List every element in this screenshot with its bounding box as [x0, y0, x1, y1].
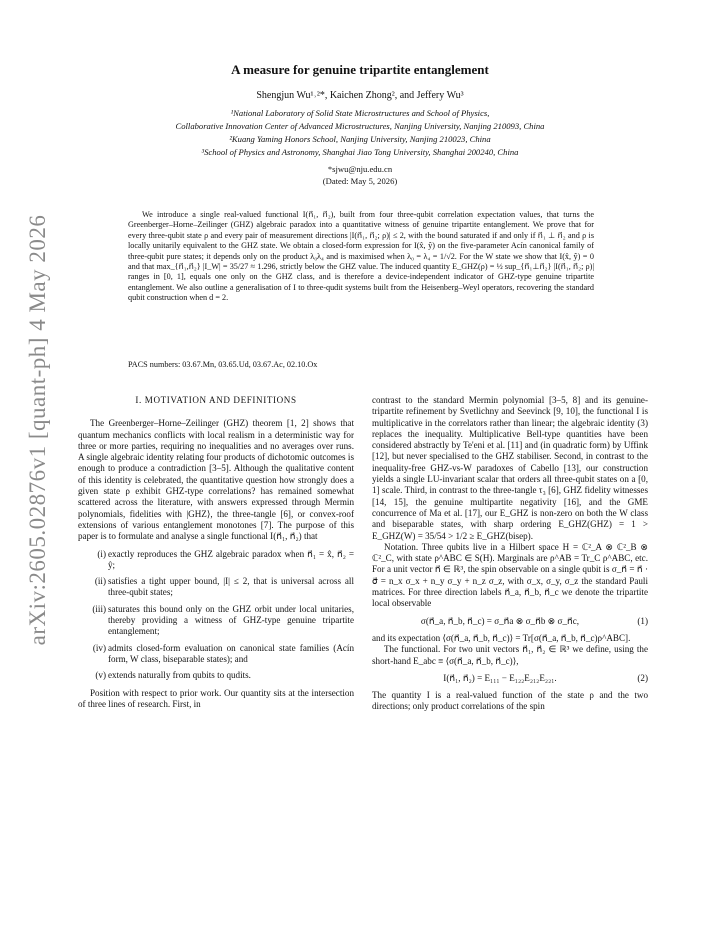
left-column — [78, 395, 354, 710]
quantity-paragraph: The quantity I is a real-valued function of the state ρ and the two directions; only product correlations of the spin — [372, 690, 648, 712]
affiliation-2: ²Kuang Yaming Honors School, Nanjing University, Nanjing 210023, China — [229, 134, 491, 144]
list-item — [78, 670, 354, 681]
list-item — [78, 604, 354, 638]
functional-paragraph: The functional. For two unit vectors n⃗₁, n⃗₂ ∈ ℝ³ we define, using the short-hand E_abc ≡ ⟨σ(n⃗_a, n⃗_b, n⃗_c)⟩, — [372, 644, 648, 666]
author-list: Shengjun Wu¹˒²*, Kaichen Zhong², and Jeffery Wu³ — [256, 90, 464, 101]
affiliation-1-cont: Collaborative Innovation Center of Advanced Microstructures, Nanjing University, Nanjing 210093, China — [175, 121, 545, 131]
equation-2-number: (2) — [637, 672, 648, 683]
list-item-text: admits closed-form evaluation on canonical state families (Acín form, W class, biseparable states); and — [108, 642, 354, 664]
equation-1-body: σ(n⃗_a, n⃗_b, n⃗_c) = σ_n⃗a ⊗ σ_n⃗b ⊗ σ_n⃗c, — [420, 615, 580, 626]
section-heading: I. MOTIVATION AND DEFINITIONS — [135, 395, 297, 405]
list-item — [78, 576, 354, 599]
prior-work-continued: contrast to the standard Mermin polynomial [3–5, 8] and its genuine-tripartite refinement by Svetlichny and Seevinck [9, 10], the functional I is multiplicative in the correlators rather than linear; the algebraic identity (3) replaces the inequality. Multiplicative Bell-type quantities have been considered abstractly by Te'eni et al. [11] and (in quadratic form) by Uffink [12], but never specialised to the GHZ stabiliser. Second, in contrast to the inequality-free GHZ-vs-W paradoxes of Cabello [13], our construction yields a single LU-invariant scalar that orders all three-qubit states on a [0, 1] scale. Third, in contrast to the three-tangle τ₃ [6], GHZ fidelity witnesses [14, 15], the genuine multipartite negativity [16], and the GME concurrence of Ma et al. [17], our E_GHZ is non-zero on both the W class and biseparable states, with sharp ordering E_GHZ(GHZ) = 1 > E_GHZ(W) = 35/54 > 1/2 ≥ E_GHZ(bisep). — [372, 395, 648, 541]
equation-2 — [372, 673, 648, 684]
list-item-text: exactly reproduces the GHZ algebraic paradox when n⃗₁ = x̂, n⃗₂ = ŷ; — [108, 548, 354, 570]
right-column — [372, 395, 648, 713]
list-item-number: (i) — [97, 548, 106, 559]
list-item-text: extends naturally from qubits to qudits. — [108, 670, 251, 681]
list-item-number: (iii) — [92, 603, 106, 614]
expectation-paragraph: and its expectation ⟨σ(n⃗_a, n⃗_b, n⃗_c)⟩ = Tr[σ(n⃗_a, n⃗_b, n⃗_c)ρ^ABC]. — [372, 632, 631, 643]
list-item — [78, 549, 354, 572]
property-list — [78, 549, 354, 682]
abstract-text: We introduce a single real-valued functional I(n⃗₁, n⃗₂), built from four three-qubit correlation expectation values, that turns the Greenberger–Horne–Zeilinger (GHZ) algebraic paradox into a quantitative witness of genuine tripartite entanglement. We prove that for every three-qubit state ρ and every pair of measurement directions |I(n⃗₁, n⃗₂; ρ)| ≤ 2, with the bound saturated if and only if n⃗₁ ⊥ n⃗₂ and ρ is locally unitarily equivalent to the GHZ state. We obtain a closed-form expression for I(x̂, ŷ) on the five-parameter Acín canonical family of three-qubit pure states; it depends only on the product λ₀λ₄ and is maximised when λ₀ = λ₄ = 1/√2. For the W state we show that I(x̂, ŷ) = 0 and that max_{n⃗₁,n⃗₂} |I_W| = 35/27 ≈ 1.296, strictly below the GHZ value. The induced quantity E_GHZ(ρ) = ½ sup_{n⃗₁⊥n⃗₂} |I(n⃗₁, n⃗₂; ρ)| ranges in [0, 1], equals one only on the GHZ class, and is therefore a device-independent indicator of GHZ-type genuine tripartite entanglement. We also outline a generalisation of I to three-qudit systems built from the Heisenberg–Weyl operators, recovering the standard qubit construction when d = 2. — [128, 210, 594, 303]
arxiv-identifier: arXiv:2605.02876v1 [quant-ph] 4 May 2026 — [25, 214, 50, 646]
arxiv-sidebar-stamp — [18, 195, 58, 665]
date-line: (Dated: May 5, 2026) — [322, 176, 398, 186]
list-item-text: satisfies a tight upper bound, |I| ≤ 2, that is universal across all three-qubit states; — [108, 576, 354, 598]
equation-1-number: (1) — [637, 615, 648, 626]
paper-title: A measure for genuine tripartite entanglement — [231, 62, 489, 77]
equation-2-body: I(n⃗₁, n⃗₂) = E₁₁₁ − E₁₂₂E₂₁₂E₂₂₁. — [443, 672, 557, 683]
notation-paragraph: Notation. Three qubits live in a Hilbert space H = ℂ²_A ⊗ ℂ²_B ⊗ ℂ²_C, with state ρ^ABC ∈ S(H). Marginals are ρ^AB = Tr_C ρ^ABC, etc. For a unit vector n⃗ ∈ ℝ³, the spin observable on a single qubit is σ_n⃗ = n⃗ · σ⃗ = n_x σ_x + n_y σ_y + n_z σ_z, with σ_x, σ_y, σ_z the standard Pauli matrices. For three direction labels n⃗_a, n⃗_b, n⃗_c we denote the tripartite local observable — [372, 541, 648, 609]
prior-work-paragraph: Position with respect to prior work. Our quantity sits at the intersection of three lines of research. First, in — [78, 687, 354, 709]
pacs-numbers: PACS numbers: 03.67.Mn, 03.65.Ud, 03.67.Ac, 02.10.Ox — [128, 360, 318, 369]
list-item-text: saturates this bound only on the GHZ orbit under local unitaries, thereby providing a witness of GHZ-type genuine tripartite entanglement; — [108, 603, 354, 637]
list-item — [78, 643, 354, 666]
affiliation-1: ¹National Laboratory of Solid State Microstructures and School of Physics, — [230, 108, 490, 118]
list-item-number: (ii) — [94, 576, 106, 587]
list-item-number: (v) — [95, 670, 106, 681]
list-item-number: (iv) — [92, 642, 106, 653]
email-link[interactable]: *sjwu@nju.edu.cn — [327, 164, 393, 174]
abstract — [128, 210, 594, 304]
affiliation-3: ³School of Physics and Astronomy, Shanghai Jiao Tong University, Shanghai 200240, China — [201, 147, 519, 157]
intro-paragraph: The Greenberger–Horne–Zeilinger (GHZ) theorem [1, 2] shows that quantum mechanics conflicts with local realism in a deterministic way for three or more parties, requiring no inequalities and no averages over runs. A single algebraic identity relating four products of dichotomic outcomes is enough to produce a contradiction [3–5]. Although the qualitative content of this identity is celebrated, the quantitative question how strongly does a given state ρ exhibit GHZ-type correlations? has remained somewhat scattered across the literature, with answers expressed through Mermin polynomials, fidelities with |GHZ⟩, the three-tangle [6], or convex-roof extensions of various entanglement monotones [7]. The purpose of this paper is to formulate and analyse a single functional I(n⃗₁, n⃗₂) that — [78, 418, 354, 542]
equation-1 — [372, 616, 648, 627]
